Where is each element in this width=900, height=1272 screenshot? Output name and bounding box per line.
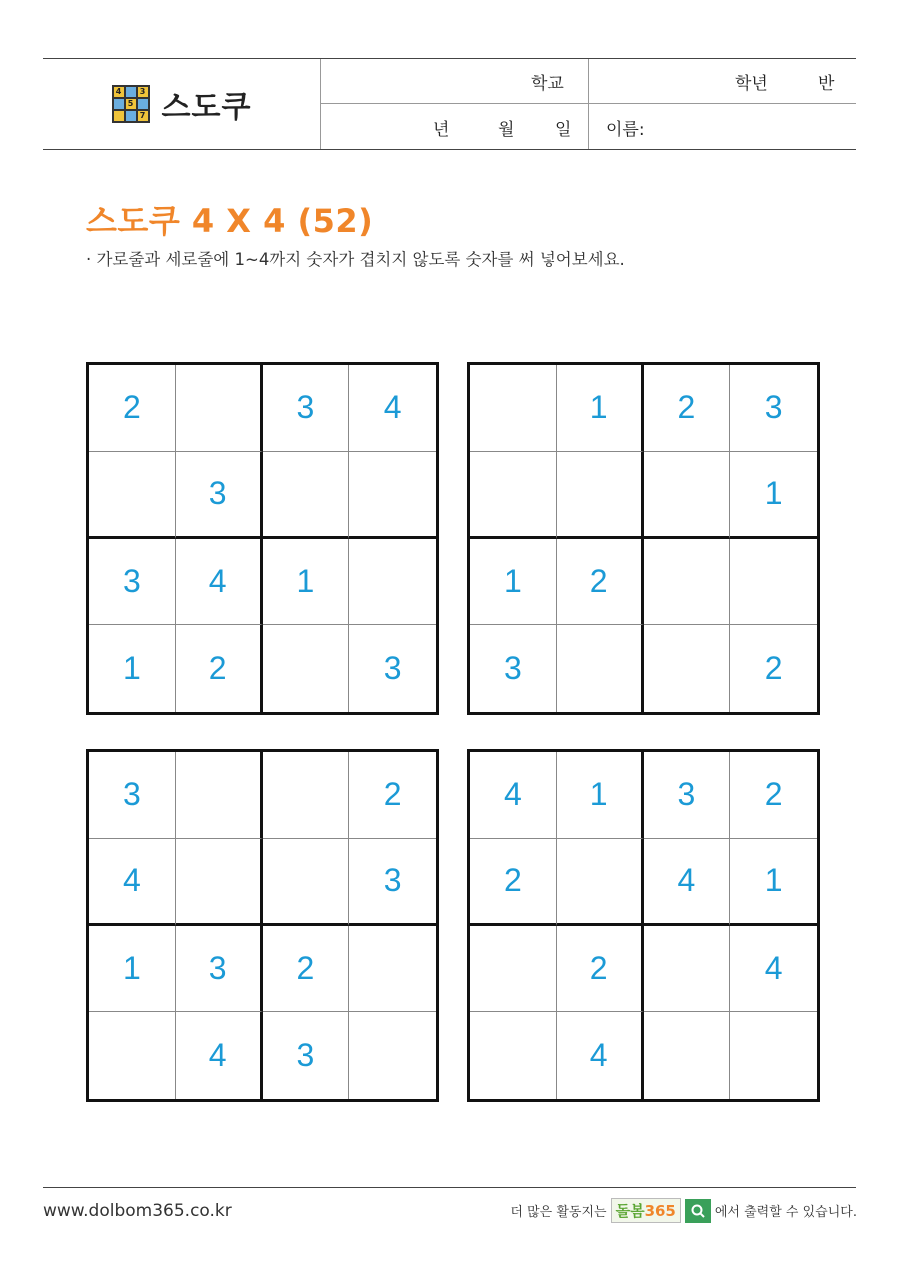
sudoku-cell[interactable]: 2 xyxy=(176,625,263,712)
search-icon[interactable] xyxy=(685,1199,711,1223)
sudoku-cell[interactable]: 1 xyxy=(730,452,817,539)
sudoku-cell[interactable]: 3 xyxy=(176,926,263,1013)
sudoku-cell[interactable] xyxy=(176,365,263,452)
footer-url[interactable]: www.dolbom365.co.kr xyxy=(43,1201,232,1221)
sudoku-cell[interactable] xyxy=(349,452,436,539)
logo xyxy=(43,59,321,149)
class-label: 반 xyxy=(818,74,835,94)
sudoku-cell[interactable]: 4 xyxy=(176,539,263,626)
month-label: 월 xyxy=(498,120,515,140)
sudoku-cell[interactable]: 3 xyxy=(89,539,176,626)
sudoku-cell[interactable]: 2 xyxy=(470,839,557,926)
sudoku-puzzle-2 xyxy=(467,362,820,715)
sudoku-cell[interactable] xyxy=(557,839,644,926)
sudoku-cell[interactable] xyxy=(644,926,731,1013)
header-divider xyxy=(588,59,589,149)
grade-label: 학년 xyxy=(735,74,768,94)
sudoku-puzzle-3 xyxy=(86,749,439,1102)
sudoku-cell[interactable] xyxy=(349,1012,436,1099)
sudoku-cell[interactable]: 4 xyxy=(644,839,731,926)
year-label: 년 xyxy=(433,120,450,140)
sudoku-cell[interactable] xyxy=(470,926,557,1013)
sudoku-cell[interactable]: 3 xyxy=(349,839,436,926)
sudoku-cell[interactable]: 3 xyxy=(263,1012,350,1099)
sudoku-cell[interactable]: 1 xyxy=(89,625,176,712)
sudoku-cell[interactable] xyxy=(470,452,557,539)
sudoku-cell[interactable] xyxy=(263,752,350,839)
print-text: 에서 출력할 수 있습니다. xyxy=(714,1205,857,1220)
sudoku-cell[interactable]: 3 xyxy=(470,625,557,712)
footer-note xyxy=(510,1198,857,1223)
sudoku-cell[interactable] xyxy=(644,452,731,539)
sudoku-cell[interactable] xyxy=(644,625,731,712)
logo-digit: 3 xyxy=(138,87,148,97)
sudoku-cell[interactable]: 3 xyxy=(176,452,263,539)
sudoku-cell[interactable] xyxy=(89,1012,176,1099)
page-title: 스도쿠 4 X 4 (52) xyxy=(86,202,374,240)
logo-digit: 4 xyxy=(114,87,124,97)
sudoku-cell[interactable]: 4 xyxy=(730,926,817,1013)
sudoku-cell[interactable]: 2 xyxy=(730,752,817,839)
sudoku-puzzle-4 xyxy=(467,749,820,1102)
sudoku-cell[interactable]: 4 xyxy=(557,1012,644,1099)
sudoku-cell[interactable]: 4 xyxy=(470,752,557,839)
sudoku-cell[interactable] xyxy=(349,539,436,626)
sudoku-cell[interactable] xyxy=(349,926,436,1013)
sudoku-cell[interactable]: 3 xyxy=(89,752,176,839)
logo-digit: 7 xyxy=(138,111,148,121)
brand-word: 돌봄 xyxy=(615,1202,645,1220)
sudoku-cell[interactable] xyxy=(470,365,557,452)
sudoku-cell[interactable]: 2 xyxy=(557,926,644,1013)
sudoku-cell[interactable]: 1 xyxy=(89,926,176,1013)
sudoku-cell[interactable]: 4 xyxy=(349,365,436,452)
school-label: 학교 xyxy=(531,74,564,94)
sudoku-logo-icon xyxy=(112,85,150,123)
name-label: 이름: xyxy=(606,120,645,140)
sudoku-cell[interactable]: 1 xyxy=(730,839,817,926)
sudoku-cell[interactable] xyxy=(644,1012,731,1099)
logo-digit: 5 xyxy=(126,99,136,109)
sudoku-cell[interactable]: 4 xyxy=(89,839,176,926)
sudoku-cell[interactable]: 2 xyxy=(263,926,350,1013)
sudoku-cell[interactable]: 2 xyxy=(557,539,644,626)
sudoku-cell[interactable] xyxy=(470,1012,557,1099)
sudoku-cell[interactable]: 1 xyxy=(263,539,350,626)
sudoku-cell[interactable] xyxy=(176,839,263,926)
logo-title: 스도쿠 xyxy=(161,90,252,125)
sudoku-cell[interactable] xyxy=(557,452,644,539)
sudoku-cell[interactable]: 3 xyxy=(383,650,402,687)
sudoku-cell[interactable] xyxy=(644,539,731,626)
brand-number: 365 xyxy=(644,1201,676,1220)
more-activities-text: 더 많은 활동지는 xyxy=(510,1205,607,1220)
sudoku-cell[interactable]: 1 xyxy=(470,539,557,626)
day-label: 일 xyxy=(555,120,572,140)
sudoku-cell[interactable]: 1 xyxy=(557,365,644,452)
sudoku-cell[interactable]: 2 xyxy=(89,365,176,452)
sudoku-cell[interactable]: 3 xyxy=(730,365,817,452)
sudoku-cell[interactable] xyxy=(730,1012,817,1099)
sudoku-cell[interactable]: 2 xyxy=(349,752,436,839)
sudoku-cell[interactable] xyxy=(89,452,176,539)
sudoku-puzzle-1 xyxy=(86,362,439,715)
sudoku-cell[interactable] xyxy=(263,839,350,926)
header-table xyxy=(43,58,856,150)
sudoku-cell[interactable] xyxy=(263,625,350,712)
sudoku-cell[interactable] xyxy=(557,625,644,712)
sudoku-cell[interactable]: 4 xyxy=(176,1012,263,1099)
sudoku-cell[interactable] xyxy=(730,539,817,626)
sudoku-cell[interactable]: 3 xyxy=(644,752,731,839)
sudoku-cell[interactable]: 3 xyxy=(263,365,350,452)
brand-badge[interactable] xyxy=(611,1198,681,1223)
sudoku-cell[interactable]: 2 xyxy=(764,650,783,687)
footer-divider xyxy=(43,1187,856,1188)
sudoku-cell[interactable] xyxy=(176,752,263,839)
sudoku-cell[interactable]: 1 xyxy=(557,752,644,839)
sudoku-cell[interactable]: 2 xyxy=(644,365,731,452)
sudoku-cell[interactable] xyxy=(263,452,350,539)
instruction-text: · 가로줄과 세로줄에 1~4까지 숫자가 겹치지 않도록 숫자를 써 넣어보세요. xyxy=(86,250,625,269)
